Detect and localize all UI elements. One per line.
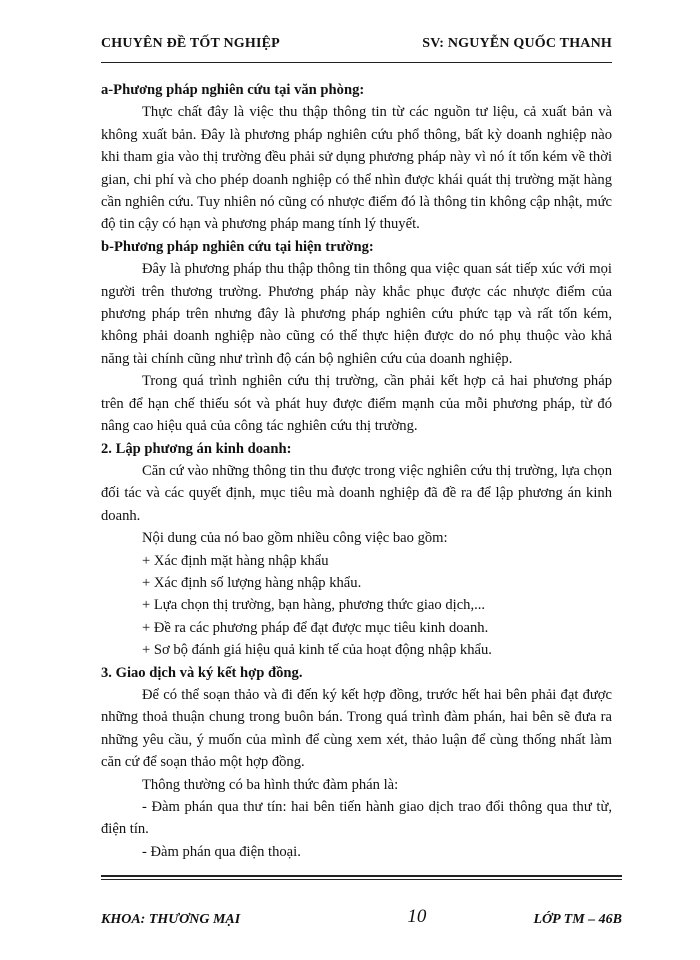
page-header (101, 36, 612, 52)
footer-faculty: KHOA: THƯƠNG MẠI (101, 912, 241, 927)
list-item: + Lựa chọn thị trường, bạn hàng, phương thức giao dịch,... (142, 597, 486, 614)
heading-office-research: a-Phương pháp nghiên cứu tại văn phòng: (101, 82, 365, 98)
paragraph-plan-content: Nội dung của nó bao gồm nhiều công việc bao gồm: (142, 530, 448, 547)
footer-class: LỚP TM – 46B (533, 912, 622, 927)
document-body (101, 79, 612, 863)
list-item: + Xác định mặt hàng nhập khẩu (142, 552, 329, 569)
paragraph-negotiation-mail: - Đàm phán qua thư tín: hai bên tiến hành giao dịch trao đổi thông qua thư từ, điện tín. (101, 799, 612, 838)
heading-contract: 3. Giao dịch và ký kết hợp đồng. (101, 664, 303, 681)
paragraph-negotiation-phone: - Đàm phán qua điện thoại. (142, 843, 301, 860)
header-title: CHUYÊN ĐỀ TỐT NGHIỆP (101, 36, 280, 51)
page-footer (101, 906, 622, 928)
footer-divider-thin (101, 879, 622, 880)
footer-divider (101, 875, 622, 877)
list-item: + Sơ bộ đánh giá hiệu quả kinh tế của hoạt động nhập khẩu. (142, 642, 492, 659)
page-number: 10 (407, 906, 427, 927)
paragraph-contract: Để có thể soạn thảo và đi đến ký kết hợp đồng, trước hết hai bên phải đạt được những thoả thuận chung trong buôn bán. Trong quá trình đàm phán, hai bên sẽ đưa ra những yêu cầu, ý muốn của mình để cùng xem xét, thảo luận để cùng thống nhất làm căn cứ để soạn thảo một hợp đồng. (101, 686, 612, 771)
header-author: SV: NGUYỄN QUỐC THANH (422, 36, 612, 51)
list-item: + Xác định số lượng hàng nhập khẩu. (142, 574, 362, 591)
heading-business-plan: 2. Lập phương án kinh doanh: (101, 440, 292, 457)
paragraph-field-research: Đây là phương pháp thu thập thông tin thông qua việc quan sát tiếp xúc với mọi người trên thương trường. Phương pháp này khắc phục được các nhược điểm của phương pháp trên nhưng đây là phương pháp nghiên cứu phức tạp và rất tốn kém, không phải doanh nghiệp nào cũng có thể thực hiện được do nó phụ thuộc vào khả năng tài chính cũng như trình độ cán bộ nghiên cứu của doanh nghiệp. (101, 261, 612, 367)
paragraph-combine-methods: Trong quá trình nghiên cứu thị trường, cần phải kết hợp cả hai phương pháp trên để hạn chế thiếu sót và phát huy được điểm mạnh của mỗi phương pháp, từ đó nâng cao hiệu quả của công tác nghiên cứu thị trường. (101, 373, 612, 435)
header-divider (101, 62, 612, 63)
paragraph-negotiation-forms: Thông thường có ba hình thức đàm phán là: (142, 776, 399, 793)
paragraph-office-research: Thực chất đây là việc thu thập thông tin từ các nguồn tư liệu, cả xuất bản và không xuất bản. Đây là phương pháp nghiên cứu phổ thông, bất kỳ doanh nghiệp nào khi tham gia vào thị trường đều phải sử dụng phương pháp này vì nó ít tốn kém về thời gian, chi phí và cho phép doanh nghiệp có thể nhìn được khái quát thị trường mặt hàng cần nghiên cứu. Tuy nhiên nó cũng có nhược điểm đó là thông tin không cập nhật, mức độ tin cậy có hạn và phương pháp mang tính lý thuyết. (101, 104, 612, 233)
heading-field-research: b-Phương pháp nghiên cứu tại hiện trường: (101, 238, 374, 255)
paragraph-business-plan: Căn cứ vào những thông tin thu được trong việc nghiên cứu thị trường, lựa chọn đối tác và các quyết định, mục tiêu mà doanh nghiệp đã đề ra để lập phương án kinh doanh. (101, 462, 612, 524)
list-item: + Đề ra các phương pháp để đạt được mục tiêu kinh doanh. (142, 619, 489, 636)
